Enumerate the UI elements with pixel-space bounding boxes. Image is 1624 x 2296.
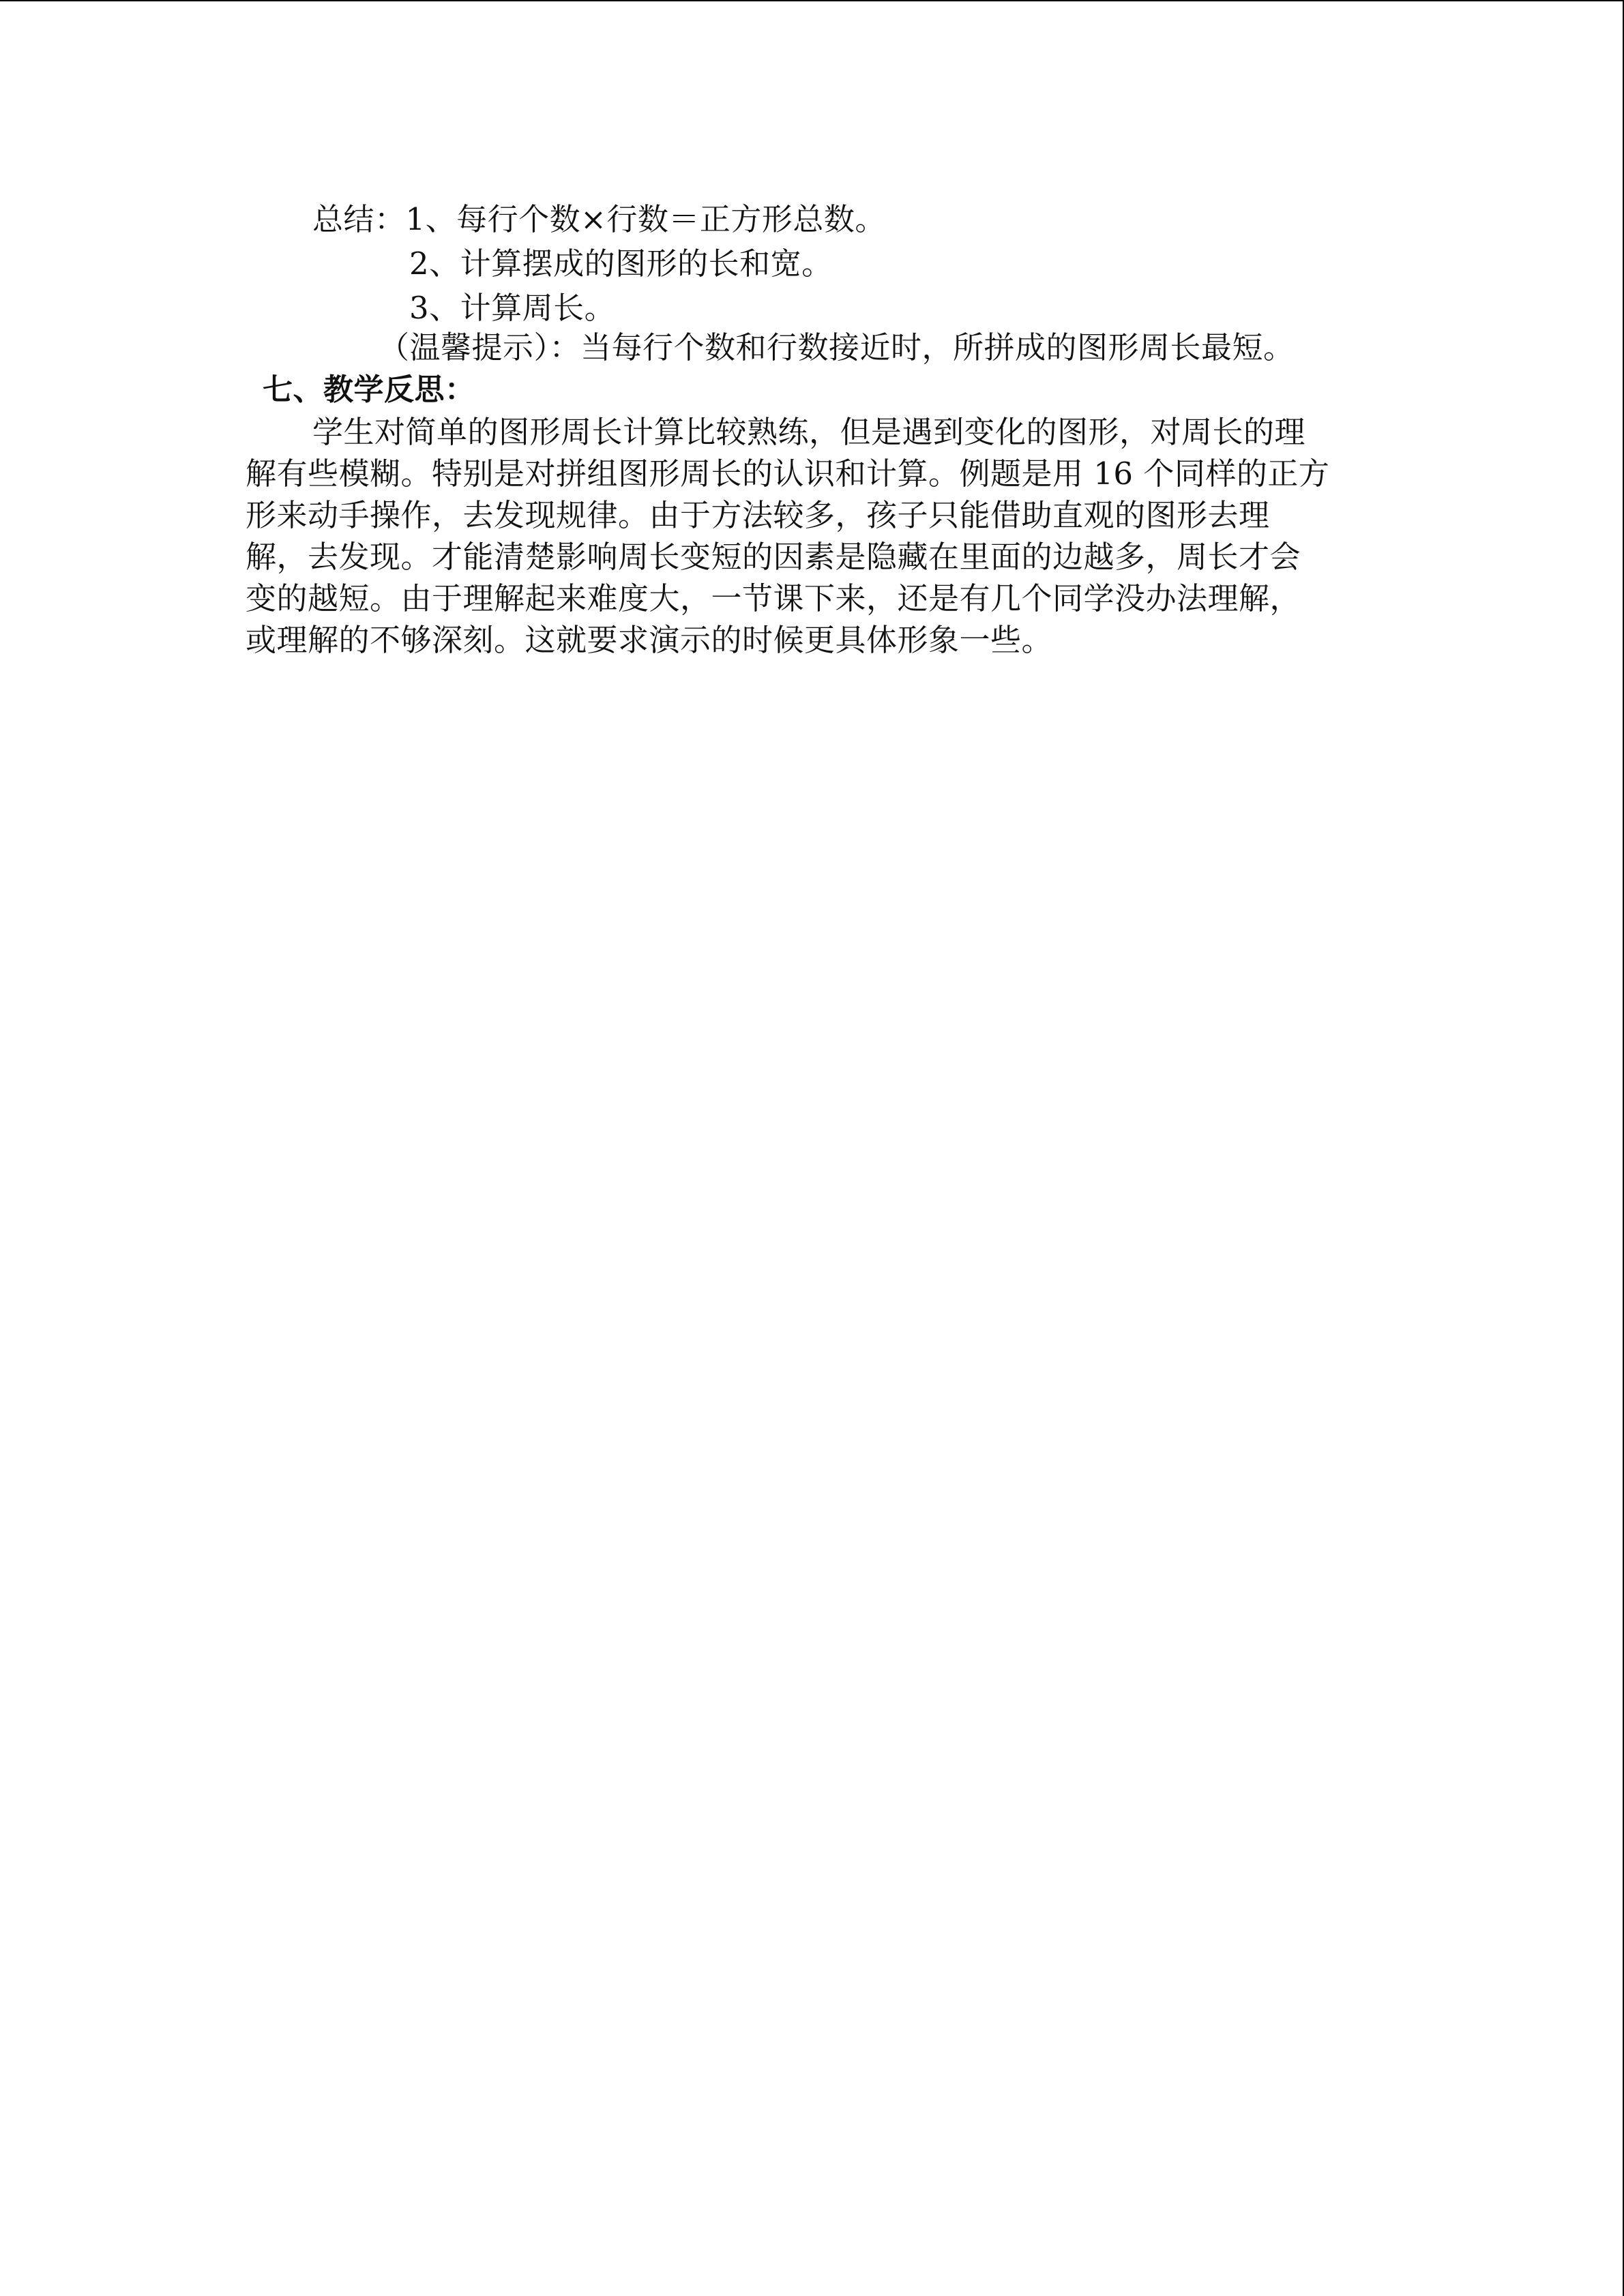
reflection-line: 解有些模糊。特别是对拼组图形周长的认识和计算。例题是用 16 个同样的正方 <box>246 456 1330 492</box>
summary-line-2: 2、计算摆成的图形的长和宽。 <box>409 245 833 282</box>
reflection-line: 解，去发现。才能清楚影响周长变短的因素是隐藏在里面的边越多，周长才会 <box>246 539 1301 575</box>
reflection-line: 变的越短。由于理解起来难度大，一节课下来，还是有几个同学没办法理解， <box>246 580 1301 616</box>
summary-line-1: 总结：1、每行个数×行数＝正方形总数。 <box>312 201 886 237</box>
reflection-line: 学生对简单的图形周长计算比较熟练，但是遇到变化的图形，对周长的理 <box>312 414 1306 450</box>
reflection-line: 或理解的不够深刻。这就要求演示的时候更具体形象一些。 <box>246 622 1053 658</box>
reflection-line: 形来动手操作，去发现规律。由于方法较多，孩子只能借助直观的图形去理 <box>246 497 1270 533</box>
summary-tip: （温馨提示）：当每行个数和行数接近时，所拼成的图形周长最短。 <box>379 329 1295 366</box>
reflection-heading: 七、教学反思： <box>263 372 475 407</box>
summary-line-3: 3、计算周长。 <box>409 290 616 326</box>
